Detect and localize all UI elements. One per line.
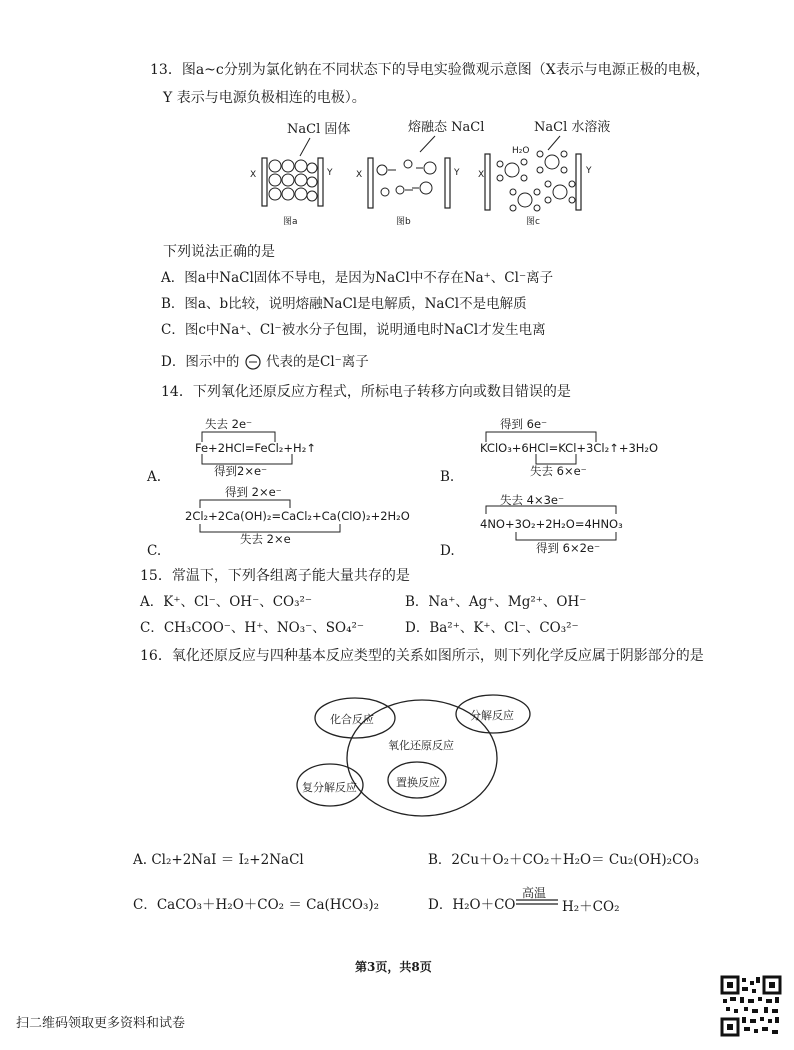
q16-option-d: D．H₂O＋CO (428, 897, 516, 913)
qr-code-icon[interactable] (720, 975, 782, 1037)
fig-c-caption: 图c (526, 217, 540, 227)
fig-c-title: NaCl 水溶液 (534, 120, 611, 135)
fig-a-caption: 图a (283, 217, 298, 227)
q13-question: 下列说法正确的是 (163, 244, 275, 260)
q14-option-c-label: C. (147, 543, 162, 559)
q16-option-d-condition: 高温 (522, 886, 547, 900)
venn-decomposition: 分解反应 (470, 709, 514, 722)
q14-d-equation: 4NO+3O₂+2H₂O=4HNO₃ (480, 517, 623, 531)
venn-combination: 化合反应 (330, 713, 374, 726)
q16-stem: 16．氧化还原反应与四种基本反应类型的关系如图所示，则下列化学反应属于阴影部分的是 (140, 648, 704, 664)
fig-a-title: NaCl 固体 (287, 122, 351, 137)
q14-b-top-label: 得到 6e⁻ (500, 417, 548, 431)
q14-b-equation: KClO₃+6HCl=KCl+3Cl₂↑+3H₂O (480, 441, 659, 455)
q14-d-top-label: 失去 4×3e⁻ (500, 493, 565, 507)
venn-displacement: 置换反应 (396, 776, 440, 789)
q14-c-bottom-label: 失去 2×e (240, 532, 291, 546)
fig-c-water-label: H₂O (512, 146, 530, 156)
q14-stem: 14．下列氧化还原反应方程式，所标电子转移方向或数目错误的是 (161, 384, 571, 400)
q14-option-d-label: D. (440, 543, 455, 559)
q16-option-b: B．2Cu＋O₂＋CO₂＋H₂O＝ Cu₂(OH)₂CO₃ (428, 852, 699, 868)
q14-a-equation: Fe+2HCl=FeCl₂+H₂↑ (195, 441, 316, 455)
chloride-ion-icon (244, 353, 262, 371)
q13-option-c: C．图c中Na⁺、Cl⁻被水分子包围，说明通电时NaCl才发生电离 (161, 322, 546, 338)
fig-a-y-label: Y (327, 168, 333, 178)
fig-c-y-label: Y (586, 166, 592, 176)
q15-option-a: A．K⁺、Cl⁻、OH⁻、CO₃²⁻ (140, 594, 313, 610)
q13-stem-line2: Y 表示与电源负极相连的电极）。 (163, 90, 366, 106)
q14-option-b-label: B. (440, 469, 455, 485)
q14-c-top-label: 得到 2×e⁻ (225, 485, 282, 499)
q13-option-d-tail: 代表的是Cl⁻离子 (266, 354, 369, 370)
q14-d-bottom-label: 得到 6×2e⁻ (536, 541, 601, 555)
q14-c-equation: 2Cl₂+2Ca(OH)₂=CaCl₂+Ca(ClO)₂+2H₂O (185, 509, 410, 523)
q15-stem: 15．常温下，下列各组离子能大量共存的是 (140, 568, 410, 584)
q13-stem-line1: 13．图a~c分别为氯化钠在不同状态下的导电实验微观示意图（X表示与电源正极的电极， (150, 62, 710, 78)
q15-option-b: B．Na⁺、Ag⁺、Mg²⁺、OH⁻ (405, 594, 587, 610)
page-number: 第3页，共8页 (355, 960, 432, 974)
fig-b-x-label: X (356, 170, 363, 180)
q13-option-b: B．图a、b比较，说明熔融NaCl是电解质，NaCl不是电解质 (161, 296, 527, 312)
q16-option-a: A. Cl₂+2NaI ＝ I₂+2NaCl (133, 852, 304, 868)
q16-option-c: C．CaCO₃＋H₂O＋CO₂ ＝ Ca(HCO₃)₂ (133, 897, 380, 913)
fig-c-x-label: X (478, 170, 485, 180)
venn-double-displacement: 复分解反应 (302, 781, 357, 794)
q13-option-d: D．图示中的 (161, 354, 240, 370)
q14-a-top-label: 失去 2e⁻ (205, 417, 253, 431)
promo-text: 扫二维码领取更多资料和试卷 (16, 1016, 186, 1031)
venn-redox: 氧化还原反应 (388, 739, 454, 752)
q14-option-a-label: A. (147, 469, 162, 485)
q16-option-d-tail: H₂＋CO₂ (562, 899, 620, 915)
fig-b-title: 熔融态 NaCl (408, 120, 485, 135)
fig-b-y-label: Y (454, 168, 460, 178)
q14-a-bottom-label: 得到2×e⁻ (214, 464, 268, 478)
q15-option-c: C．CH₃COO⁻、H⁺、NO₃⁻、SO₄²⁻ (140, 620, 365, 636)
q15-option-d: D．Ba²⁺、K⁺、Cl⁻、CO₃²⁻ (405, 620, 579, 636)
fig-b-caption: 图b (396, 217, 411, 227)
fig-a-x-label: X (250, 170, 257, 180)
q13-option-a: A．图a中NaCl固体不导电，是因为NaCl中不存在Na⁺、Cl⁻离子 (161, 270, 554, 286)
equilibrium-sign (516, 898, 558, 906)
q14-b-bottom-label: 失去 6×e⁻ (530, 464, 587, 478)
